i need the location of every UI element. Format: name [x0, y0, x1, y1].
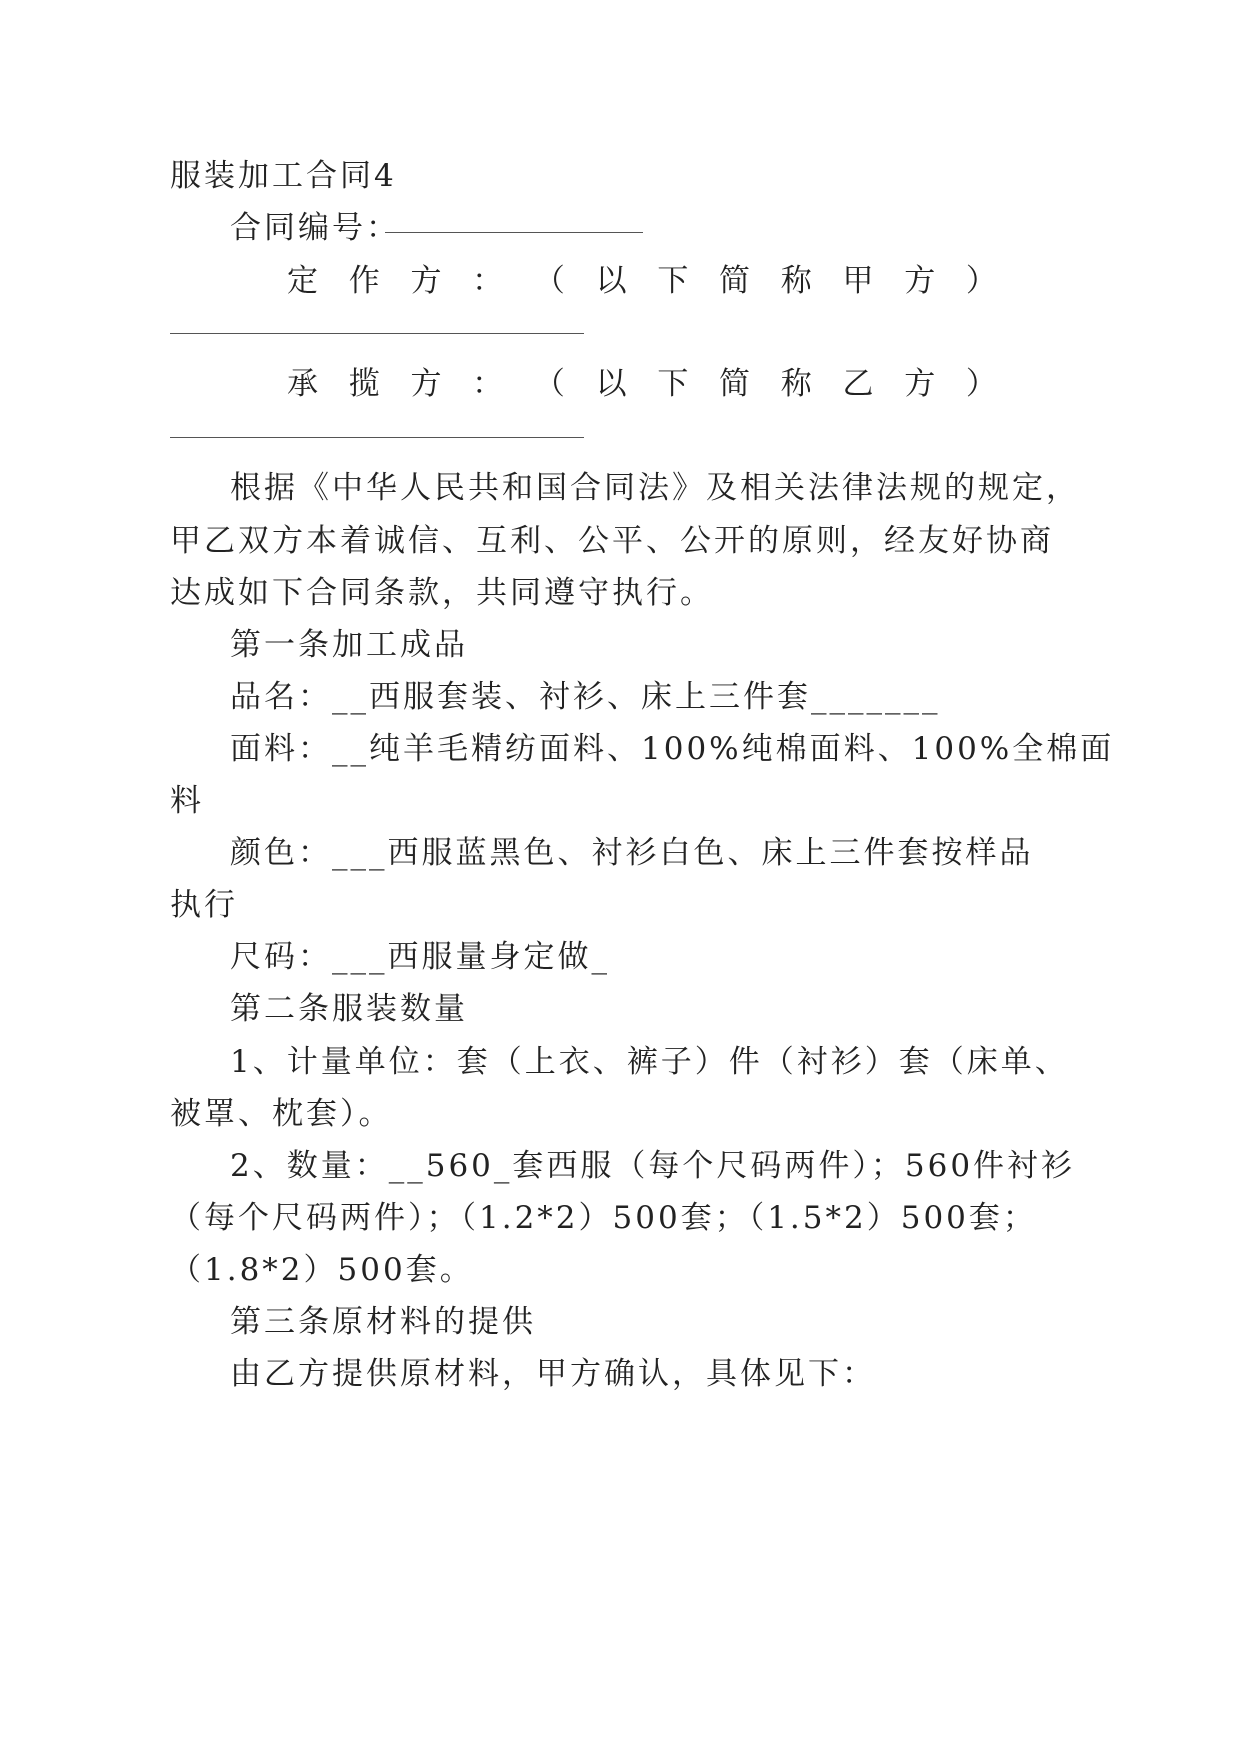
- party-b-char: 方: [410, 366, 442, 402]
- fabric-line-cont: 料: [170, 783, 204, 819]
- contract-number-blank: [385, 232, 643, 233]
- quantity-line: 2、数量：__560_套西服（每个尺码两件）；560件衬衫: [230, 1148, 1076, 1184]
- party-b-char: 承: [287, 366, 318, 402]
- party-b-char: 方: [904, 366, 936, 402]
- party-a-char: 作: [348, 263, 380, 299]
- product-name-line: 品名：__西服套装、衬衫、床上三件套_______: [230, 679, 941, 715]
- party-b-blank: [170, 437, 584, 438]
- materials-line: 由乙方提供原材料，甲方确认，具体见下：: [230, 1356, 876, 1392]
- article-2-title: 第二条服装数量: [230, 991, 468, 1027]
- party-b-char: 称: [780, 366, 812, 402]
- party-a-line: [287, 255, 997, 300]
- party-a-char: ：: [472, 263, 504, 299]
- party-a-char: 称: [780, 263, 812, 299]
- preamble-line: 根据《中华人民共和国合同法》及相关法律法规的规定，: [230, 470, 1080, 506]
- party-a-char: 方: [904, 263, 936, 299]
- party-a-char: （: [533, 263, 565, 299]
- party-a-char: 方: [410, 263, 442, 299]
- party-b-char: （: [533, 366, 565, 402]
- party-a-blank: [170, 333, 584, 334]
- quantity-line-cont: （每个尺码两件）；（1.2*2）500套；（1.5*2）500套；: [170, 1200, 1037, 1236]
- party-a-char: 定: [287, 263, 318, 299]
- party-b-char: 下: [657, 366, 689, 402]
- preamble-line: 甲乙双方本着诚信、互利、公平、公开的原则，经友好协商: [170, 523, 1054, 559]
- preamble-line: 达成如下合同条款，共同遵守执行。: [170, 575, 714, 611]
- party-b-char: 揽: [348, 366, 380, 402]
- party-b-char: 乙: [842, 366, 874, 402]
- color-line-cont: 执行: [170, 887, 238, 923]
- party-a-char: 下: [657, 263, 689, 299]
- party-b-char: 简: [719, 366, 751, 402]
- party-b-char: 以: [595, 366, 627, 402]
- party-a-char: ）: [965, 263, 997, 299]
- party-b-char: ）: [965, 366, 997, 402]
- party-a-char: 以: [595, 263, 627, 299]
- color-line: 颜色：___西服蓝黑色、衬衫白色、床上三件套按样品: [230, 835, 1034, 871]
- article-1-title: 第一条加工成品: [230, 627, 468, 663]
- fabric-line: 面料：__纯羊毛精纺面料、100%纯棉面料、100%全棉面: [230, 731, 1115, 767]
- document-title: 服装加工合同4: [170, 158, 397, 194]
- article-3-title: 第三条原材料的提供: [230, 1304, 536, 1340]
- party-b-char: ：: [472, 366, 504, 402]
- unit-line-cont: 被罩、枕套）。: [170, 1096, 393, 1132]
- quantity-line-cont: （1.8*2）500套。: [170, 1252, 474, 1288]
- unit-line: 1、计量单位：套（上衣、裤子）件（衬衫）套（床单、: [230, 1044, 1069, 1080]
- size-line: 尺码：___西服量身定做_: [230, 939, 610, 975]
- party-a-char: 简: [719, 263, 751, 299]
- party-a-char: 甲: [842, 263, 874, 299]
- contract-number-label: 合同编号：: [230, 210, 400, 246]
- party-b-line: [287, 358, 997, 403]
